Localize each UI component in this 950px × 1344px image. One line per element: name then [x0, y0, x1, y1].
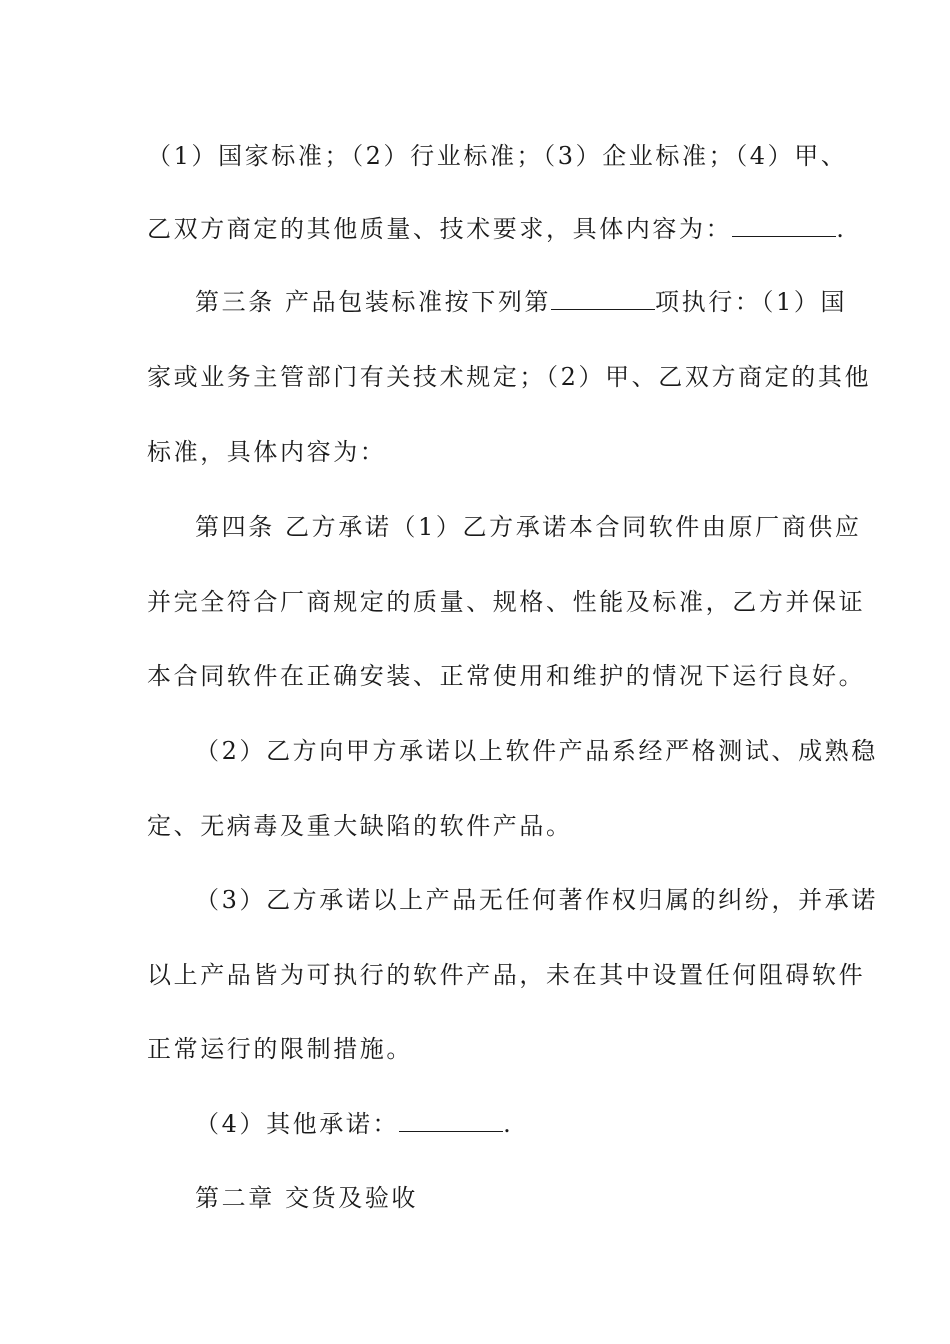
- line-text: .: [503, 1110, 514, 1138]
- paragraph-line: [147, 810, 807, 842]
- line-text: （3）乙方承诺以上产品无任何著作权归属的纠纷，并承诺: [195, 886, 878, 914]
- paragraph-line: [147, 1033, 807, 1065]
- promise-4-line: [195, 1108, 855, 1140]
- line-text: （4）其他承诺：: [195, 1110, 400, 1138]
- line-text: 项执行：（1）国: [655, 288, 848, 316]
- fill-in-blank[interactable]: [732, 214, 836, 237]
- line-text: （1）国家标准；（2）行业标准；（3）企业标准；（4）甲、: [147, 142, 848, 170]
- fill-in-blank[interactable]: [551, 287, 655, 310]
- paragraph-line: [147, 361, 872, 393]
- paragraph-line: [147, 586, 866, 618]
- article-3-heading-line: [195, 286, 855, 318]
- line-text: 第四条 乙方承诺（1）乙方承诺本合同软件由原厂商供应: [195, 513, 862, 541]
- article-4-heading-line: [195, 511, 862, 543]
- fill-in-blank[interactable]: [399, 1109, 503, 1132]
- line-text: 第二章 交货及验收: [195, 1184, 419, 1212]
- paragraph-line: [147, 436, 807, 468]
- paragraph-line-quality-requirements: [147, 213, 847, 245]
- line-text: 乙双方商定的其他质量、技术要求，具体内容为：: [147, 215, 733, 243]
- line-text: 本合同软件在正确安装、正常使用和维护的情况下运行良好。: [147, 662, 866, 690]
- line-text: 第三条 产品包装标准按下列第: [195, 288, 552, 316]
- line-text: （2）乙方向甲方承诺以上软件产品系经严格测试、成熟稳: [195, 737, 878, 765]
- line-text: 以上产品皆为可执行的软件产品，未在其中设置任何阻碍软件: [147, 961, 866, 989]
- paragraph-line: [147, 660, 866, 692]
- line-text: .: [836, 215, 847, 243]
- promise-2-line: [195, 735, 878, 767]
- paragraph-line-standards: [147, 140, 848, 172]
- chapter-2-heading: [195, 1182, 855, 1214]
- paragraph-line: [147, 959, 866, 991]
- line-text: 标准，具体内容为：: [147, 438, 387, 466]
- line-text: 家或业务主管部门有关技术规定；（2）甲、乙双方商定的其他: [147, 363, 872, 391]
- line-text: 正常运行的限制措施。: [147, 1035, 413, 1063]
- line-text: 并完全符合厂商规定的质量、规格、性能及标准，乙方并保证: [147, 588, 866, 616]
- line-text: 定、无病毒及重大缺陷的软件产品。: [147, 812, 573, 840]
- promise-3-line: [195, 884, 878, 916]
